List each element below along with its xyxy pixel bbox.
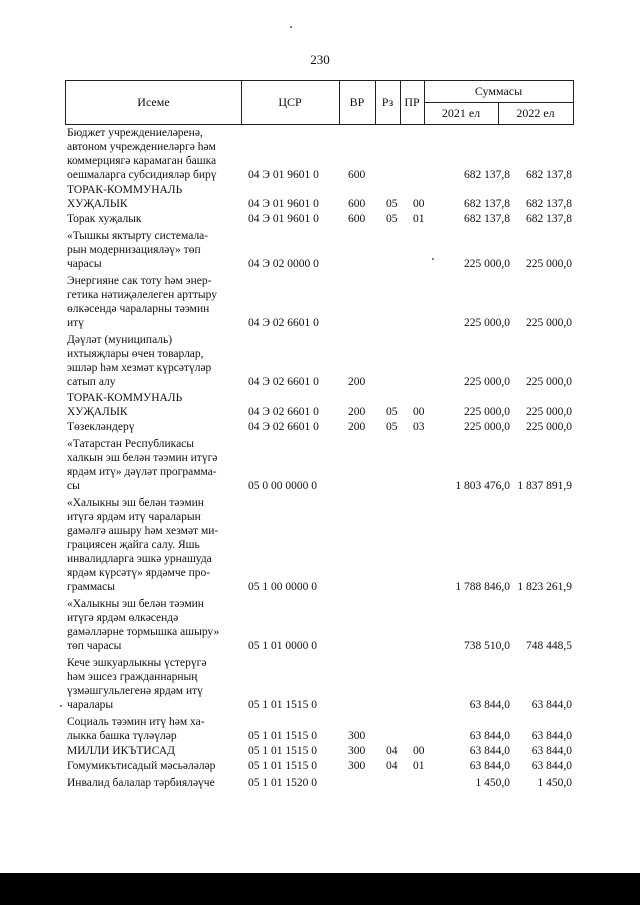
row-csr: 04 Э 02 0000 0: [248, 258, 319, 270]
row-vr: 300: [348, 730, 366, 742]
table-row: [67, 597, 577, 653]
row-csr: 05 1 01 1515 0: [248, 730, 317, 742]
row-sum-2022: 1 837 891,9: [517, 480, 572, 492]
row-pr: 03: [413, 421, 425, 433]
scan-speck: [290, 26, 292, 28]
table-row: [67, 744, 577, 758]
row-sum-2022: 1 450,0: [537, 777, 572, 789]
row-vr: 300: [348, 760, 366, 772]
row-sum-2021: 738 510,0: [464, 640, 510, 652]
row-vr: 200: [348, 376, 366, 388]
table-row: [67, 496, 577, 594]
row-sum-2022: 682 137,8: [526, 213, 572, 225]
row-sum-2021: 225 000,0: [464, 317, 510, 329]
page-number: 230: [310, 52, 330, 67]
row-csr: 04 Э 01 9601 0: [248, 198, 319, 210]
row-vr: 300: [348, 745, 366, 757]
row-csr: 05 1 00 0000 0: [248, 581, 317, 593]
row-name: МИЛЛИ ИКЪТИСАД: [67, 745, 175, 757]
row-csr: 05 1 01 0000 0: [248, 640, 317, 652]
row-sum-2022: 225 000,0: [526, 421, 572, 433]
row-csr: 04 Э 02 6601 0: [248, 406, 319, 418]
row-rz: 04: [386, 760, 398, 772]
scan-speck: [60, 705, 62, 707]
row-sum-2021: 682 137,8: [464, 169, 510, 181]
row-sum-2021: 63 844,0: [469, 760, 510, 772]
table-row: [67, 420, 577, 434]
row-pr: 01: [413, 213, 425, 225]
row-name: «Халыкны эш белән тәэмин итүгә ярдәм өлкәсендә gамәлләрне тормышка ашыру» төп чарасы: [67, 598, 220, 652]
row-vr: 200: [348, 406, 366, 418]
row-name: «Тышкы яктырту системала- рын модернизацияләү» төп чарасы: [67, 230, 209, 270]
row-rz: 05: [386, 406, 398, 418]
row-csr: 05 1 01 1515 0: [248, 699, 317, 711]
row-sum-2022: 1 823 261,9: [517, 581, 572, 593]
header-year-2022: 2022 ел: [516, 106, 555, 120]
row-pr: 00: [413, 198, 425, 210]
row-name: Төзекләндерү: [67, 421, 135, 433]
row-name: Кече эшкуарлыкны үстерүгә һәм эшсез гражданнарның үзмәшгульлегенә ярдәм итү чаралары: [67, 657, 207, 711]
table-row: [67, 759, 577, 773]
row-csr: 04 Э 02 6601 0: [248, 421, 319, 433]
row-csr: 04 Э 01 9601 0: [248, 169, 319, 181]
row-sum-2021: 1 788 846,0: [455, 581, 510, 593]
header-name: Исеме: [137, 95, 170, 109]
row-sum-2021: 63 844,0: [469, 730, 510, 742]
row-csr: 05 1 01 1515 0: [248, 745, 317, 757]
row-rz: 05: [386, 198, 398, 210]
row-rz: 04: [386, 745, 398, 757]
header-pr: ПР: [404, 95, 420, 109]
row-csr: 04 Э 02 6601 0: [248, 317, 319, 329]
row-name: Дәүләт (муниципаль) ихтыяҗлары өчен товарлар, эшләр һәм хезмәт күрсәтүләр сатып алу: [67, 334, 212, 388]
row-sum-2021: 225 000,0: [464, 376, 510, 388]
row-sum-2022: 225 000,0: [526, 376, 572, 388]
header-csr: ЦСР: [278, 95, 302, 109]
row-sum-2022: 63 844,0: [531, 699, 572, 711]
row-csr: 04 Э 01 9601 0: [248, 213, 319, 225]
row-name: ТОРАК-КОММУНАЛЬ ХУҖАЛЫК: [67, 392, 183, 418]
row-sum-2022: 225 000,0: [526, 406, 572, 418]
row-sum-2021: 63 844,0: [469, 745, 510, 757]
table-row: [67, 333, 577, 389]
row-sum-2021: 1 450,0: [475, 777, 510, 789]
row-pr: 01: [413, 760, 425, 772]
row-sum-2022: 225 000,0: [526, 317, 572, 329]
row-vr: 600: [348, 169, 366, 181]
row-sum-2022: 63 844,0: [531, 745, 572, 757]
table-row: [67, 212, 577, 226]
row-sum-2022: 225 000,0: [526, 258, 572, 270]
row-name: «Татарстан Республикасы халкын эш белән тәэмин итүгә ярдәм итү» дәүләт программа- сы: [67, 438, 218, 492]
row-vr: 600: [348, 198, 366, 210]
row-sum-2022: 63 844,0: [531, 760, 572, 772]
row-name: Бюджет учреждениеләренә, автоном учреждениеләргә һәм коммерциягә карамаган башка оешмаларга субсидияләр бирү: [67, 127, 217, 181]
row-sum-2021: 225 000,0: [464, 406, 510, 418]
row-name: Гомумикътисадый мәсьәләләр: [67, 760, 216, 772]
table-row: [67, 437, 577, 493]
row-name: Торак хуҗалык: [67, 213, 142, 225]
table-header: [65, 80, 574, 125]
table-row: [67, 183, 577, 211]
row-csr: 05 0 00 0000 0: [248, 480, 317, 492]
row-rz: 05: [386, 421, 398, 433]
table-row: [67, 391, 577, 419]
table-row: [67, 126, 577, 182]
row-csr: 04 Э 02 6601 0: [248, 376, 319, 388]
row-sum-2021: 682 137,8: [464, 213, 510, 225]
row-pr: 00: [413, 406, 425, 418]
row-sum-2022: 682 137,8: [526, 169, 572, 181]
row-name: ТОРАК-КОММУНАЛЬ ХУҖАЛЫК: [67, 184, 183, 210]
row-sum-2022: 63 844,0: [531, 730, 572, 742]
scan-border: [0, 873, 640, 905]
row-name: Социаль тәэмин итү һәм ха- лыкка башка түләүләр: [67, 716, 205, 742]
scan-speck: [432, 258, 434, 260]
row-sum-2022: 748 448,5: [526, 640, 572, 652]
header-rz: Рз: [381, 95, 394, 109]
header-year-2021: 2021 ел: [441, 106, 481, 120]
row-rz: 05: [386, 213, 398, 225]
table-row: [67, 274, 577, 330]
header-vr: ВР: [349, 95, 365, 109]
row-sum-2022: 682 137,8: [526, 198, 572, 210]
table-row: [67, 229, 577, 271]
row-pr: 00: [413, 745, 425, 757]
row-vr: 600: [348, 213, 366, 225]
table-body: [67, 126, 577, 790]
row-csr: 05 1 01 1520 0: [248, 777, 317, 789]
row-name: Инвалид балалар тәрбияләүче: [67, 777, 215, 789]
row-name: «Халыкны эш белән тәэмин итүгә ярдәм итү чараларын gамәлгә ашыру һәм хезмәт ми- грациясен җайга салу. Яшь инвалидларга эшкә урнашуда ярдәм күрсәтү» ярдәмче про- граммасы: [67, 497, 219, 593]
header-sums: Суммасы: [474, 84, 523, 98]
row-sum-2021: 63 844,0: [469, 699, 510, 711]
table-row: [67, 656, 577, 712]
table-row: [67, 715, 577, 743]
row-name: Энергияне сак тоту һәм энер- гетика нәтиҗәлелеген арттыру өлкәсендә чараларны тәэмин итү: [67, 275, 217, 329]
row-sum-2021: 225 000,0: [464, 421, 510, 433]
row-csr: 05 1 01 1515 0: [248, 760, 317, 772]
table-row: [67, 776, 577, 790]
row-sum-2021: 1 803 476,0: [455, 480, 510, 492]
row-vr: 200: [348, 421, 366, 433]
row-sum-2021: 225 000,0: [464, 258, 510, 270]
row-sum-2021: 682 137,8: [464, 198, 510, 210]
